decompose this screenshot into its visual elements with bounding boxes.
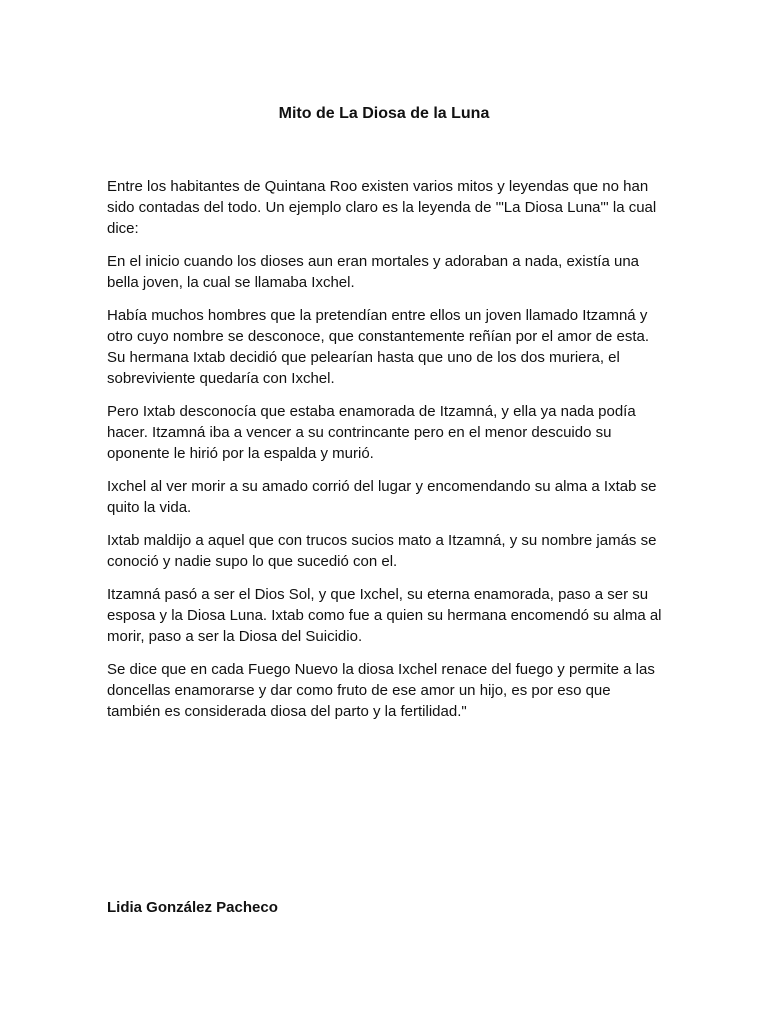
paragraph: Ixtab maldijo a aquel que con trucos sucios mato a Itzamná, y su nombre jamás se conoció y nadie supo lo que sucedió con el. bbox=[107, 532, 657, 570]
paragraph: Pero Ixtab desconocía que estaba enamorada de Itzamná, y ella ya nada podía hacer. Itzamná iba a vencer a su contrincante pero en el menor descuido su oponente le hirió por la espalda y murió. bbox=[107, 403, 636, 462]
paragraph: Había muchos hombres que la pretendían entre ellos un joven llamado Itzamná y otro cuyo nombre se desconoce, que constantemente reñían por el amor de esta. Su hermana Ixtab decidió que pelearían hasta que uno de los dos muriera, el sobreviviente quedaría con Ixchel. bbox=[107, 307, 649, 387]
paragraph: Entre los habitantes de Quintana Roo existen varios mitos y leyendas que no han sido contadas del todo. Un ejemplo claro es la leyenda de '"La Diosa Luna"' la cual dice: bbox=[107, 178, 657, 237]
paragraph: En el inicio cuando los dioses aun eran mortales y adoraban a nada, existía una bella joven, la cual se llamaba Ixchel. bbox=[107, 253, 640, 291]
document-body bbox=[107, 176, 663, 734]
paragraph: Itzamná pasó a ser el Dios Sol, y que Ixchel, su eterna enamorada, paso a ser su esposa y la Diosa Luna. Ixtab como fue a quien su hermana encomendó su alma al morir, paso a ser la Diosa del Suicidio. bbox=[107, 586, 662, 645]
paragraph: Se dice que en cada Fuego Nuevo la diosa Ixchel renace del fuego y permite a las doncellas enamorarse y dar como fruto de ese amor un hijo, es por eso que también es considerada diosa del parto y la fertilidad." bbox=[107, 661, 655, 720]
author-name: Lidia González Pacheco bbox=[107, 899, 278, 916]
document-title: Mito de La Diosa de la Luna bbox=[278, 105, 490, 122]
paragraph: Ixchel al ver morir a su amado corrió del lugar y encomendando su alma a Ixtab se quito la vida. bbox=[107, 478, 657, 516]
